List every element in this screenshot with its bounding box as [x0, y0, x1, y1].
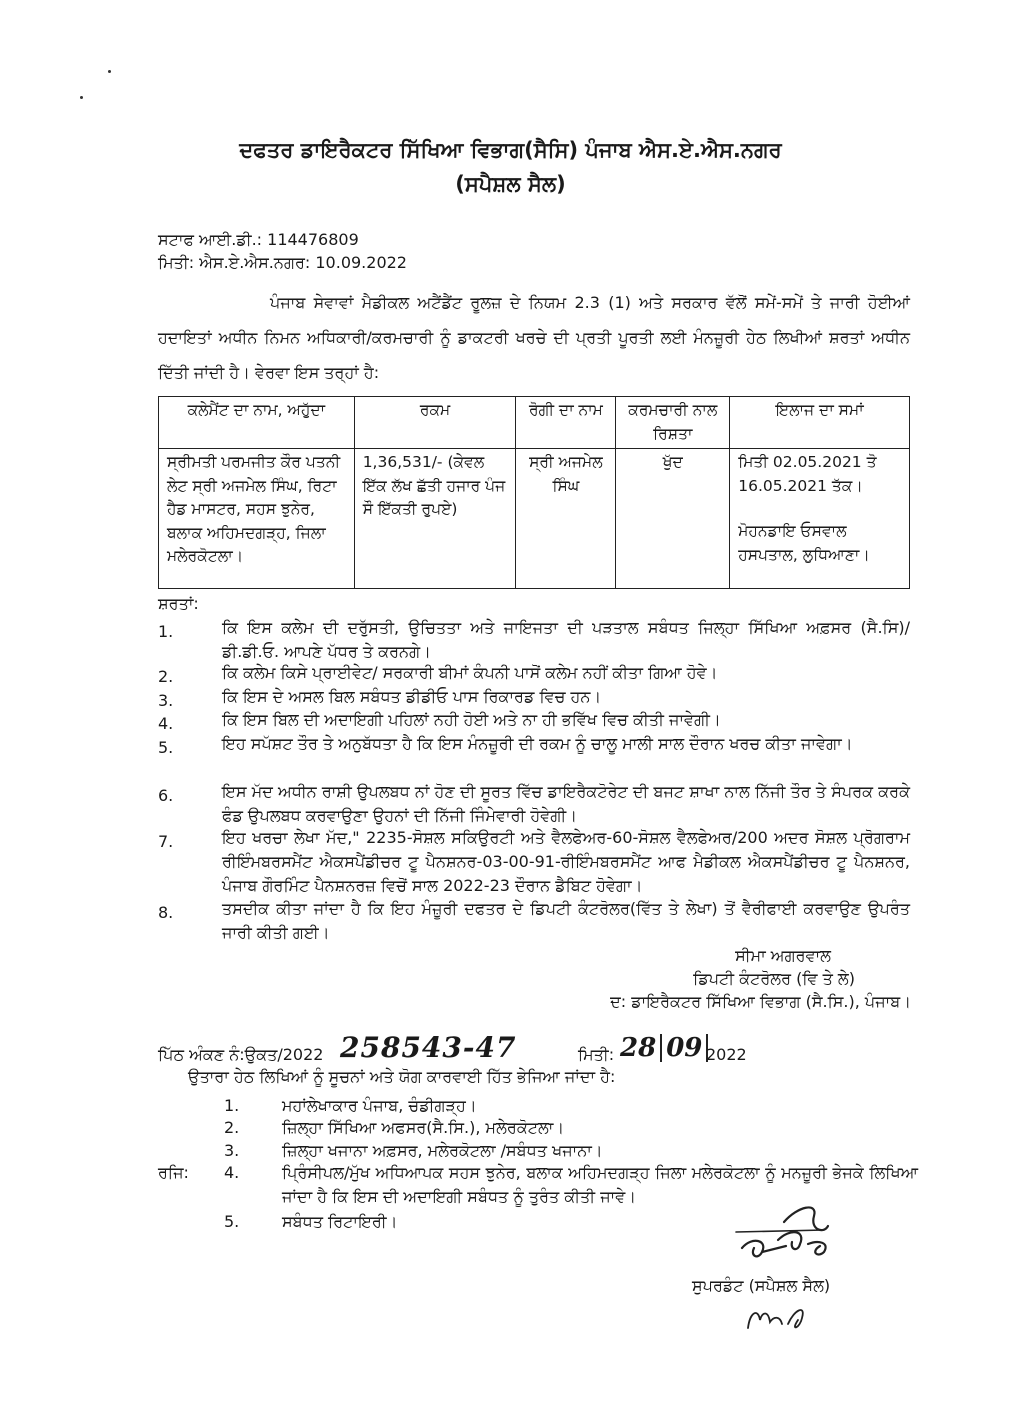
amount-cell: 1,36,531/- (ਕੇਵਲ ਇੱਕ ਲੱਖ ਛੱਤੀ ਹਜਾਰ ਪੰਜ ਸੌ ਇੱਕਤੀ ਰੁਪਏ) — [354, 449, 516, 589]
condition-item: 7. ਇਹ ਖਰਚਾ ਲੇਖਾ ਮੱਦ," 2235-ਸੋਸ਼ਲ ਸਕਿਉਰਟੀ ਅਤੇ ਵੈਲਫੇਅਰ-60-ਸੋਸ਼ਲ ਵੈਲਫੇਅਰ/200 ਅਦਰ ਸੋਸ਼ਲ ਪ੍ਰੋਗਰਾਮ ਰੀਇੰਮਬਰਸਮੈਂਟ ਐਕਸਪੈਂਡੀਚਰ ਟੂ ਪੈਨਸ਼ਨਰ-03-00-91-ਰੀਇੰਮਬਰਸਮੈਂਟ ਆਫ ਮੈਡੀਕਲ ਐਕਸਪੈਂਡੀਚਰ ਟੂ ਪੈਨਸ਼ਨਰ, ਪੰਜਾਬ ਗੌਰਮਿੰਟ ਪੈਨਸ਼ਨਰਜ਼ ਵਿਚੋਂ ਸਾਲ 2022-23 ਦੌਰਾਨ ਡੈਬਿਟ ਹੋਵੇਗਾ। — [158, 828, 910, 895]
staff-id: ਸਟਾਫ ਆਈ.ਡੀ.: 114476809 — [158, 230, 359, 249]
condition-item: 5. ਇਹ ਸਪੱਸ਼ਟ ਤੌਰ ਤੇ ਅਨੁਬੱਧਤਾ ਹੈ ਕਿ ਇਸ ਮੰਨਜ਼ੂਰੀ ਦੀ ਰਕਮ ਨੂੰ ਚਾਲੂ ਮਾਲੀ ਸਾਲ ਦੌਰਾਨ ਖਰਚ ਕੀਤਾ ਜਾਵੇਗਾ। — [158, 734, 853, 757]
column-header: ਕਰਮਚਾਰੀ ਨਾਲ ਰਿਸ਼ਤਾ — [616, 397, 730, 449]
table-row — [159, 449, 910, 589]
endorsement-year: 2022 — [706, 1045, 747, 1064]
endorsement-label: ਪਿੱਠ ਅੰਕਣ ਨੰ:ਉਕਤ/2022 — [158, 1045, 324, 1064]
copy-item: ਰਜਿ: 4. ਪ੍ਰਿੰਸੀਪਲ/ਮੁੱਖ ਅਧਿਆਪਕ ਸਹਸ ਝੁਨੇਰ, ਬਲਾਕ ਅਹਿਮਦਗੜ੍ਹ ਜਿਲਾ ਮਲੇਰਕੋਟਲਾ ਨੂੰ ਮਨਜ਼ੂਰੀ ਭੇਜਕੇ ਲਿਖਿਆ ਜਾਂਦਾ ਹੈ ਕਿ ਇਸ ਦੀ ਅਦਾਇਗੀ ਸਬੰਧਤ ਨੂੰ ਤੁਰੰਤ ਕੀਤੀ ਜਾਵੇ। — [158, 1163, 918, 1206]
column-header: ਕਲੇਮੈਂਟ ਦਾ ਨਾਮ, ਅਹੁੱਦਾ — [159, 397, 355, 449]
handwritten-signature — [728, 1200, 848, 1350]
condition-item: 2. ਕਿ ਕਲੇਮ ਕਿਸੇ ਪ੍ਰਾਈਵੇਟ/ ਸਰਕਾਰੀ ਬੀਮਾਂ ਕੰਪਨੀ ਪਾਸੋਂ ਕਲੇਮ ਨਹੀਂ ਕੀਤਾ ਗਿਆ ਹੋਵੇ। — [158, 663, 718, 686]
office-subtitle: (ਸਪੈਸ਼ਲ ਸੈਲ) — [455, 172, 566, 196]
copy-item: 5. ਸਬੰਧਤ ਰਿਟਾਇਰੀ। — [224, 1212, 398, 1231]
issue-date: ਮਿਤੀ: ਐਸ.ਏ.ਐਸ.ਨਗਰ: 10.09.2022 — [158, 253, 407, 272]
table-header-row — [159, 397, 910, 449]
intro-text: ਪੰਜਾਬ ਸੇਵਾਵਾਂ ਮੈਡੀਕਲ ਅਟੈਂਡੈਂਟ ਰੂਲਜ਼ ਦੇ ਨਿਯਮ 2.3 (1) ਅਤੇ ਸਰਕਾਰ ਵੱਲੋਂ ਸਮੇਂ-ਸਮੇਂ ਤੇ ਜਾਰੀ ਹੋਈਆਂ ਹਦਾਇਤਾਂ ਅਧੀਨ ਨਿਮਨ ਅਧਿਕਾਰੀ/ਕਰਮਚਾਰੀ ਨੂੰ ਡਾਕਟਰੀ ਖਰਚੇ ਦੀ ਪ੍ਰਤੀ ਪੂਰਤੀ ਲਈ ਮੰਨਜ਼ੂਰੀ ਹੇਠ ਲਿਖੀਆਂ ਸ਼ਰਤਾਂ ਅਧੀਨ ਦਿੱਤੀ ਜਾਂਦੀ ਹੈ। ਵੇਰਵਾ ਇਸ ਤਰ੍ਹਾਂ ਹੈ: — [158, 293, 910, 382]
office-title: ਦਫਤਰ ਡਾਇਰੈਕਟਰ ਸਿੱਖਿਆ ਵਿਭਾਗ(ਸੈਸਿ) ਪੰਜਾਬ ਐਸ.ਏ.ਐਸ.ਨਗਰ — [239, 138, 782, 162]
condition-item: 8. ਤਸਦੀਕ ਕੀਤਾ ਜਾਂਦਾ ਹੈ ਕਿ ਇਹ ਮੰਜ਼ੂਰੀ ਦਫਤਰ ਦੇ ਡਿਪਟੀ ਕੰਟਰੋਲਰ(ਵਿੱਤ ਤੇ ਲੇਖਾ) ਤੋਂ ਵੈਰੀਫਾਈ ਕਰਵਾਉਣ ਉਪਰੰਤ ਜਾਰੀ ਕੀਤੀ ਗਈ। — [158, 899, 910, 942]
endorsement-date-handwritten: 28 09 — [620, 1033, 712, 1063]
claimant-cell: ਸ੍ਰੀਮਤੀ ਪਰਮਜੀਤ ਕੌਰ ਪਤਨੀ ਲੇਟ ਸ੍ਰੀ ਅਜਮੇਲ ਸਿੰਘ, ਰਿਟਾ ਹੈਡ ਮਾਸਟਰ, ਸਹਸ ਝੁਨੇਰ, ਬਲਾਕ ਅਹਿਮਦਗੜ੍ਹ, ਜਿਲਾ ਮਲੇਰਕੋਟਲਾ। — [159, 449, 355, 589]
copy-item: 2. ਜ਼ਿਲ੍ਹਾ ਸਿੱਖਿਆ ਅਫਸਰ(ਸੈ.ਸਿ.), ਮਲੇਰਕੋਟਲਾ। — [224, 1118, 565, 1137]
claim-table — [158, 396, 910, 589]
scan-speck — [108, 70, 111, 73]
signatory-name: ਸੀਮਾ ਅਗਰਵਾਲ — [735, 946, 831, 965]
condition-item: 4. ਕਿ ਇਸ ਬਿਲ ਦੀ ਅਦਾਇਗੀ ਪਹਿਲਾਂ ਨਹੀ ਹੋਈ ਅਤੇ ਨਾ ਹੀ ਭਵਿੱਖ ਵਿਚ ਕੀਤੀ ਜਾਵੇਗੀ। — [158, 710, 721, 733]
column-header: ਰੋਗੀ ਦਾ ਨਾਮ — [516, 397, 616, 449]
treatment-period: ਮਿਤੀ 02.05.2021 ਤੋ 16.05.2021 ਤੱਕ। — [738, 453, 877, 495]
copy-intro: ਉਤਾਰਾ ਹੇਠ ਲਿਖਿਆਂ ਨੂੰ ਸੂਚਨਾਂ ਅਤੇ ਯੋਗ ਕਾਰਵਾਈ ਹਿੱਤ ਭੇਜਿਆ ਜਾਂਦਾ ਹੈ: — [188, 1067, 616, 1086]
condition-item: 3. ਕਿ ਇਸ ਦੇ ਅਸਲ ਬਿਲ ਸਬੰਧਤ ਡੀਡੀਓ ਪਾਸ ਰਿਕਾਰਡ ਵਿਚ ਹਨ। — [158, 687, 602, 710]
signatory-office: ਦ: ਡਾਇਰੈਕਟਰ ਸਿੱਖਿਆ ਵਿਭਾਗ (ਸੈ.ਸਿ.), ਪੰਜਾਬ। — [610, 992, 911, 1011]
signatory-designation: ਡਿਪਟੀ ਕੰਟਰੋਲਰ (ਵਿ ਤੇ ਲੇ) — [693, 969, 855, 988]
intro-paragraph — [158, 285, 910, 390]
patient-cell: ਸ੍ਰੀ ਅਜਮੇਲ ਸਿੰਘ — [516, 449, 616, 589]
column-header: ਰਕਮ — [354, 397, 516, 449]
copy-item: 1. ਮਹਾਂਲੇਖਾਕਾਰ ਪੰਜਾਬ, ਚੰਡੀਗੜ੍ਹ। — [224, 1096, 477, 1115]
superintendent-designation: ਸੁਪਰਡੰਟ (ਸਪੈਸ਼ਲ ਸੈਲ) — [692, 1276, 831, 1295]
endorsement-date-label: ਮਿਤੀ: — [578, 1045, 615, 1064]
treatment-cell — [730, 449, 910, 589]
condition-item: 1. ਕਿ ਇਸ ਕਲੇਮ ਦੀ ਦਰੁੱਸਤੀ, ਉਚਿਤਤਾ ਅਤੇ ਜਾਇਜਤਾ ਦੀ ਪੜਤਾਲ ਸਬੰਧਤ ਜਿਲ੍ਹਾ ਸਿੱਖਿਆ ਅਫ਼ਸਰ (ਸੈ.ਸਿ)/ ਡੀ.ਡੀ.ਓ. ਆਪਣੇ ਪੱਧਰ ਤੇ ਕਰਨਗੇ। — [158, 618, 910, 661]
treatment-hospital: ਮੋਹਨਡਾਇ ਓਸਵਾਲ ਹਸਪਤਾਲ, ਲੁਧਿਆਣਾ। — [738, 522, 870, 564]
conditions-heading: ਸ਼ਰਤਾਂ: — [158, 594, 199, 613]
relation-cell: ਖੁੱਦ — [616, 449, 730, 589]
endorsement-number: 258543-47 — [340, 1031, 517, 1064]
condition-item: 6. ਇਸ ਮੱਦ ਅਧੀਨ ਰਾਸ਼ੀ ਉਪਲਬਧ ਨਾਂ ਹੋਣ ਦੀ ਸੂਰਤ ਵਿੱਚ ਡਾਇਰੈਕਟੋਰੇਟ ਦੀ ਬਜਟ ਸ਼ਾਖਾ ਨਾਲ ਨਿੱਜੀ ਤੌਰ ਤੇ ਸੰਪਰਕ ਕਰਕੇ ਫੰਡ ਉਪਲਬਧ ਕਰਵਾਉਣਾ ਉਹਨਾਂ ਦੀ ਨਿੱਜੀ ਜਿੰਮੇਵਾਰੀ ਹੋਵੇਗੀ। — [158, 782, 910, 825]
column-header: ਇਲਾਜ ਦਾ ਸਮਾਂ — [730, 397, 910, 449]
copy-item: 3. ਜ਼ਿਲ੍ਹਾ ਖਜਾਨਾ ਅਫ਼ਸਰ, ਮਲੇਰਕੋਟਲਾ /ਸਬੰਧਤ ਖਜਾਨਾ। — [224, 1141, 603, 1160]
scan-speck — [80, 96, 83, 99]
